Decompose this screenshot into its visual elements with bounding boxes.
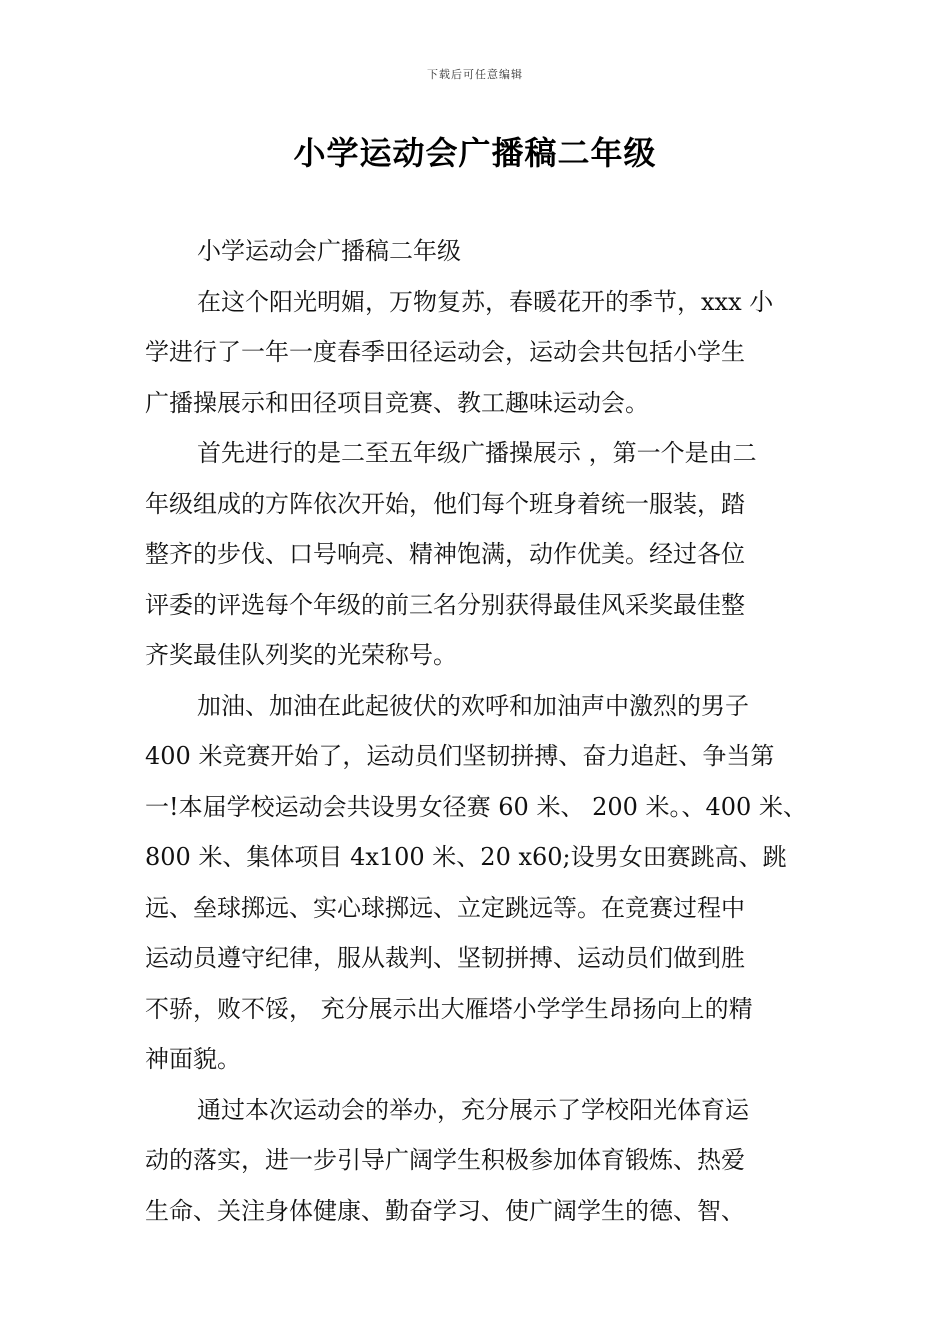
- paragraph-2-line-2: 年级组成的方阵依次开始，他们每个班身着统一服装，踏: [145, 489, 745, 518]
- paragraph-2-line-4: 评委的评选每个年级的前三名分别获得最佳风采奖最佳整: [145, 590, 745, 619]
- paragraph-2-line-3: 整齐的步伐、口号响亮、精神饱满，动作优美。经过各位: [145, 540, 745, 568]
- paragraph-3-line-8: 神面貌。: [145, 1045, 241, 1073]
- subtitle-line: 小学运动会广播稿二年级: [197, 237, 461, 265]
- document-title: 小学运动会广播稿二年级: [293, 134, 657, 172]
- paragraph-3-line-7: 不骄，败不馁， 充分展示出大雁塔小学学生昂扬向上的精: [145, 994, 753, 1023]
- paragraph-4-line-3: 生命、关注身体健康、勤奋学习、使广阔学生的德、智、: [145, 1196, 745, 1225]
- body-text: [145, 226, 810, 1236]
- paragraph-3-line-5: 远、垒球掷远、实心球掷远、立定跳远等。在竞赛过程中: [145, 893, 745, 922]
- paragraph-4-line-1: 通过本次运动会的举办，充分展示了学校阳光体育运: [197, 1095, 749, 1124]
- paragraph-1-line-3: 广播操展示和田径项目竞赛、教工趣味运动会。: [145, 388, 649, 417]
- paragraph-3-line-4: 800 米、集体项目 4x100 米、20 x60;设男女田赛跳高、跳: [145, 843, 787, 871]
- paragraph-1-line-1: 在这个阳光明媚，万物复苏，春暖花开的季节，xxx 小: [197, 287, 774, 316]
- paragraph-3-line-1: 加油、加油在此起彼伏的欢呼和加油声中激烈的男子: [197, 691, 749, 720]
- paragraph-1-line-2: 学进行了一年一度春季田径运动会，运动会共包括小学生: [145, 338, 745, 366]
- paragraph-3-line-2: 400 米竞赛开始了，运动员们坚韧拼搏、奋力追赶、争当第: [145, 742, 775, 770]
- paragraph-2-line-5: 齐奖最佳队列奖的光荣称号。: [145, 641, 457, 669]
- paragraph-4-line-2: 动的落实，进一步引导广阔学生积极参加体育锻炼、热爱: [145, 1146, 745, 1174]
- paragraph-2-line-1: 首先进行的是二至五年级广播操展示 ，第一个是由二: [197, 439, 757, 467]
- header-note: 下载后可任意编辑: [427, 68, 523, 81]
- paragraph-3-line-6: 运动员遵守纪律，服从裁判、坚韧拼搏、运动员们做到胜: [145, 944, 745, 972]
- paragraph-3-line-3: 一!本届学校运动会共设男女径赛 60 米、 200 米。、400 米、: [145, 792, 807, 821]
